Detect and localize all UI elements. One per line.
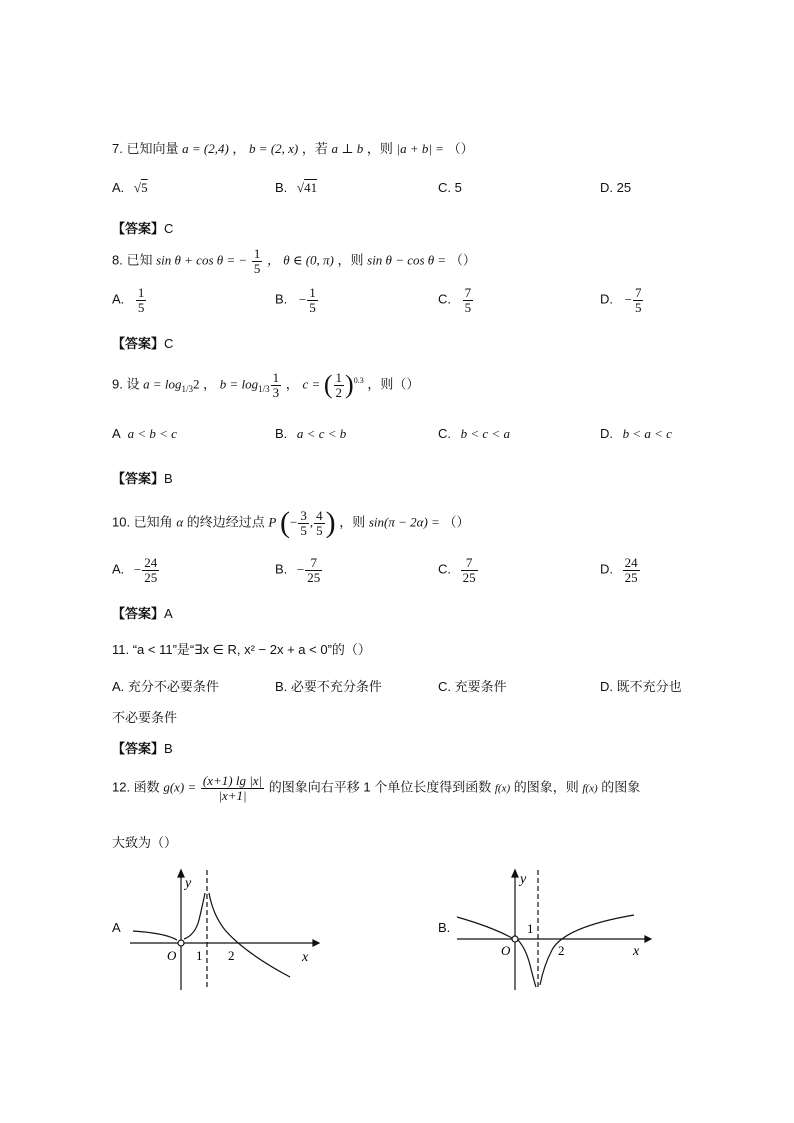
q7-option-b-value: 41 bbox=[304, 180, 318, 195]
graph-b-origin-label: O bbox=[501, 943, 511, 958]
q10-option-c: C. $\frac{7}{25}$ bbox=[438, 555, 476, 585]
q9-answer-value: B bbox=[164, 471, 173, 486]
q7-option-c: C. 5 bbox=[438, 180, 462, 195]
graph-a-curve-mid bbox=[184, 893, 205, 939]
q8-expression: sin θ − cos θ = bbox=[367, 252, 447, 268]
graph-b-y-label: y bbox=[520, 872, 527, 887]
q7-perpendicular: a ⊥ b bbox=[331, 141, 364, 156]
q9-option-b: B. a < c < b bbox=[275, 426, 347, 441]
q8-answer: 【答案】C bbox=[112, 336, 174, 351]
q11-answer: 【答案】B bbox=[112, 741, 173, 756]
graph-a-curve-left bbox=[133, 931, 177, 940]
q8-answer-value: C bbox=[164, 336, 174, 351]
q7-tail: （） bbox=[447, 141, 474, 156]
q7-option-a-value: 5 bbox=[141, 180, 148, 195]
q7-vector-b: b = (2, x) bbox=[249, 141, 299, 156]
q10-stem-line: 10. 已知角 α 的终边经过点 P (− $\frac{3}{5}$ , $\frac{4}{5}$ ) ，则 sin(π − 2α) = （） bbox=[112, 506, 470, 539]
q11-option-d: D. 既不充分也 bbox=[600, 679, 682, 694]
graph-b-curve-right bbox=[540, 915, 634, 985]
q8-domain: ， θ ∈ (0, π) bbox=[266, 252, 334, 268]
q7-vector-a: a = (2,4) bbox=[182, 141, 229, 156]
graph-a-tick-2: 2 bbox=[228, 948, 235, 963]
q11-option-a: A. 充分不必要条件 bbox=[112, 679, 219, 694]
q9-answer: 【答案】B bbox=[112, 471, 173, 486]
q12-graph-b bbox=[452, 865, 652, 995]
graph-b-tick-1: 1 bbox=[527, 921, 534, 936]
q11-option-c: C. 充要条件 bbox=[438, 679, 507, 694]
q10-expression: sin(π − 2α) = bbox=[368, 514, 440, 530]
graph-a-x-label: x bbox=[302, 950, 309, 965]
q8-option-d: D. − $\frac{7}{5}$ bbox=[600, 285, 642, 315]
graph-b-origin-hole bbox=[512, 936, 518, 942]
q8-lhs: sin θ + cos θ = − bbox=[156, 252, 248, 268]
q10-option-a: A. − $\frac{24}{25}$ bbox=[112, 555, 158, 585]
q9-option-a: A a < b < c bbox=[112, 426, 177, 441]
q10-answer-value: A bbox=[164, 606, 173, 621]
q7-ask: ，则 bbox=[366, 141, 393, 156]
graph-a-origin-label: O bbox=[167, 948, 177, 963]
q8-option-a: A. $\frac{1}{5}$ bbox=[112, 285, 145, 315]
q7-option-b: B. √41 bbox=[275, 180, 318, 195]
q7-answer bbox=[112, 218, 173, 237]
q7-option-a: A. √5 bbox=[112, 180, 148, 195]
q12-graph-a-label: A bbox=[112, 920, 121, 935]
q8-option-c: C. $\frac{7}{5}$ bbox=[438, 285, 472, 315]
q9-stem: 9. 设 bbox=[112, 376, 140, 392]
q7-expression: |a + b| = bbox=[396, 141, 444, 156]
graph-b-curve-mid bbox=[518, 940, 536, 987]
q7-condition: ，若 bbox=[301, 141, 328, 156]
q9-option-c: C. b < c < a bbox=[438, 426, 510, 441]
q7-option-d: D. 25 bbox=[600, 180, 632, 195]
q12-stem: 12. 函数 bbox=[112, 779, 160, 795]
q10-option-b: B. − $\frac{7}{25}$ bbox=[275, 555, 321, 585]
q11-option-d-continued: 不必要条件 bbox=[112, 710, 178, 725]
graph-a-curve-right bbox=[209, 893, 290, 977]
graph-b-y-arrow bbox=[512, 870, 518, 877]
graph-a-y-arrow bbox=[178, 870, 184, 877]
q7-stem-line: 7. 已知向量 a = (2,4) ， b = (2, x) ，若 a ⊥ b ，则 |a + b| = （） bbox=[112, 141, 474, 156]
q9-stem-line: 9. 设 $a = \log_{1/3}2$ ， $b = \log_{1/3}$ $\frac{1}{3}$ ， c = ( $\frac{1}{2}$ )$^{0.3}$ ，则（） bbox=[112, 369, 420, 400]
q11-option-b: B. 必要不充分条件 bbox=[275, 679, 382, 694]
q12-stem-line: 12. 函数 g(x) = $\frac{(x+1) \lg |x|}{|x+1|}$ 的图象向右平移 1 个单位长度得到函数 f(x) 的图象，则 f(x) 的图象 bbox=[112, 773, 641, 803]
graph-b-x-label: x bbox=[633, 944, 640, 959]
q7-stem: 7. 已知向量 bbox=[112, 141, 179, 156]
q8-option-b: B. − $\frac{1}{5}$ bbox=[275, 285, 316, 315]
graph-a-origin-hole bbox=[178, 940, 184, 946]
answer-label: 【答案】 bbox=[112, 221, 165, 236]
q12-graph-b-label: B. bbox=[438, 920, 451, 935]
q10-option-d: D. $\frac{24}{25}$ bbox=[600, 555, 638, 585]
graph-b-curve-left bbox=[457, 917, 512, 938]
q12-graph-a bbox=[125, 865, 325, 995]
graph-b-tick-2: 2 bbox=[558, 943, 565, 958]
q11-stem: 11. “a < 11”是“∃x ∈ R, x² − 2x + a < 0”的（） bbox=[112, 642, 371, 657]
q10-answer: 【答案】A bbox=[112, 606, 173, 621]
q8-stem-line: 8. 已知 sin θ + cos θ = − $\frac{1}{5}$ ， θ ∈ (0, π) ，则 sin θ − cos θ = （） bbox=[112, 246, 476, 276]
q9-option-d: D. b < a < c bbox=[600, 426, 672, 441]
graph-a-y-label: y bbox=[185, 876, 192, 891]
graph-b-x-arrow bbox=[645, 936, 651, 942]
q11-answer-value: B bbox=[164, 741, 173, 756]
q10-point: P bbox=[268, 514, 277, 530]
q12-stem-line2: 大致为（） bbox=[112, 835, 178, 850]
graph-a-tick-1: 1 bbox=[196, 948, 203, 963]
q8-stem: 8. 已知 bbox=[112, 252, 153, 268]
q7-answer-value: C bbox=[164, 221, 174, 236]
graph-a-x-arrow bbox=[313, 940, 319, 946]
q10-stem: 10. 已知角 bbox=[112, 514, 173, 530]
